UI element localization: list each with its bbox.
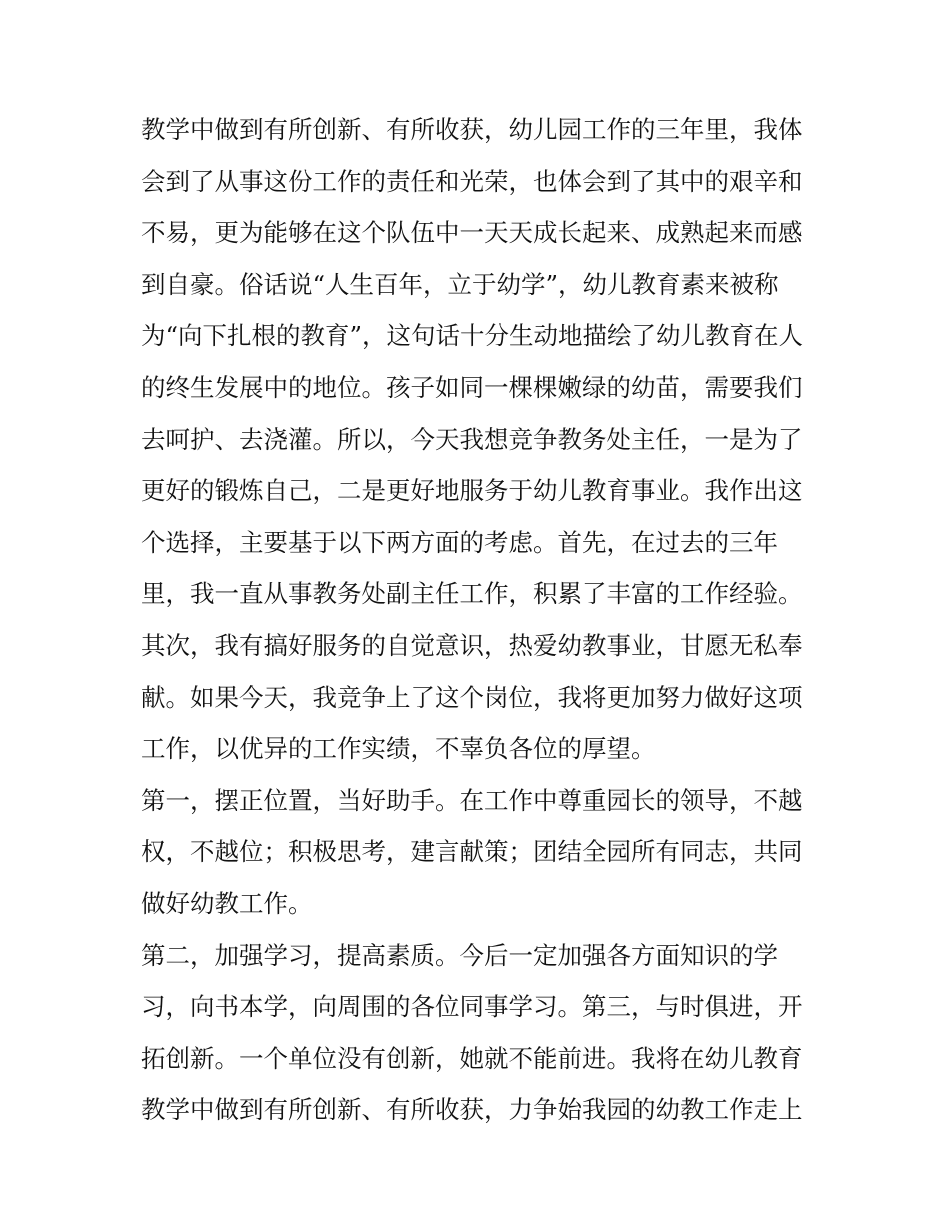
paragraph-1	[141, 104, 816, 775]
text-line: 个选择，主要基于以下两方面的考虑。首先，在过去的三年	[141, 527, 778, 557]
text-line: 做好幼教工作。	[141, 888, 313, 918]
document-body	[141, 104, 816, 1136]
text-line: 工作，以优异的工作实绩，不辜负各位的厚望。	[141, 734, 656, 764]
text-line: 更好的锻炼自己，二是更好地服务于幼儿教育事业。我作出这	[141, 476, 803, 506]
paragraph-3	[141, 930, 816, 1136]
text-line: 会到了从事这份工作的责任和光荣，也体会到了其中的艰辛和	[141, 166, 803, 196]
text-line: 的终生发展中的地位。孩子如同一棵棵嫩绿的幼苗，需要我们	[141, 372, 803, 402]
text-line: 教学中做到有所创新、有所收获，幼儿园工作的三年里，我体	[141, 115, 803, 144]
text-line: 不易，更为能够在这个队伍中一天天成长起来、成熟起来而感	[141, 218, 803, 248]
text-line: 第一，摆正位置，当好助手。在工作中尊重园长的领导，不越	[141, 785, 803, 815]
paragraph-2	[141, 775, 816, 930]
text-line: 其次，我有搞好服务的自觉意识，热爱幼教事业，甘愿无私奉	[141, 630, 803, 660]
text-line: 权，不越位；积极思考，建言献策；团结全园所有同志，共同	[141, 837, 803, 867]
text-line: 教学中做到有所创新、有所收获，力争始我园的幼教工作走上	[141, 1095, 803, 1125]
text-line: 拓创新。一个单位没有创新，她就不能前进。我将在幼儿教育	[141, 1043, 803, 1073]
text-line: 去呵护、去浇灌。所以，今天我想竞争教务处主任，一是为了	[141, 424, 803, 454]
text-line: 到自豪。俗话说“人生百年，立于幼学”，幼儿教育素来被称	[141, 269, 779, 299]
text-line: 为“向下扎根的教育”，这句话十分生动地描绘了幼儿教育在人	[141, 321, 804, 351]
text-line: 里，我一直从事教务处副主任工作，积累了丰富的工作经验。	[141, 579, 803, 609]
text-line: 第二，加强学习，提高素质。今后一定加强各方面知识的学	[141, 940, 778, 970]
text-line: 献。如果今天，我竞争上了这个岗位，我将更加努力做好这项	[141, 682, 803, 712]
text-line: 习，向书本学，向周围的各位同事学习。第三，与时俱进，开	[141, 992, 803, 1022]
